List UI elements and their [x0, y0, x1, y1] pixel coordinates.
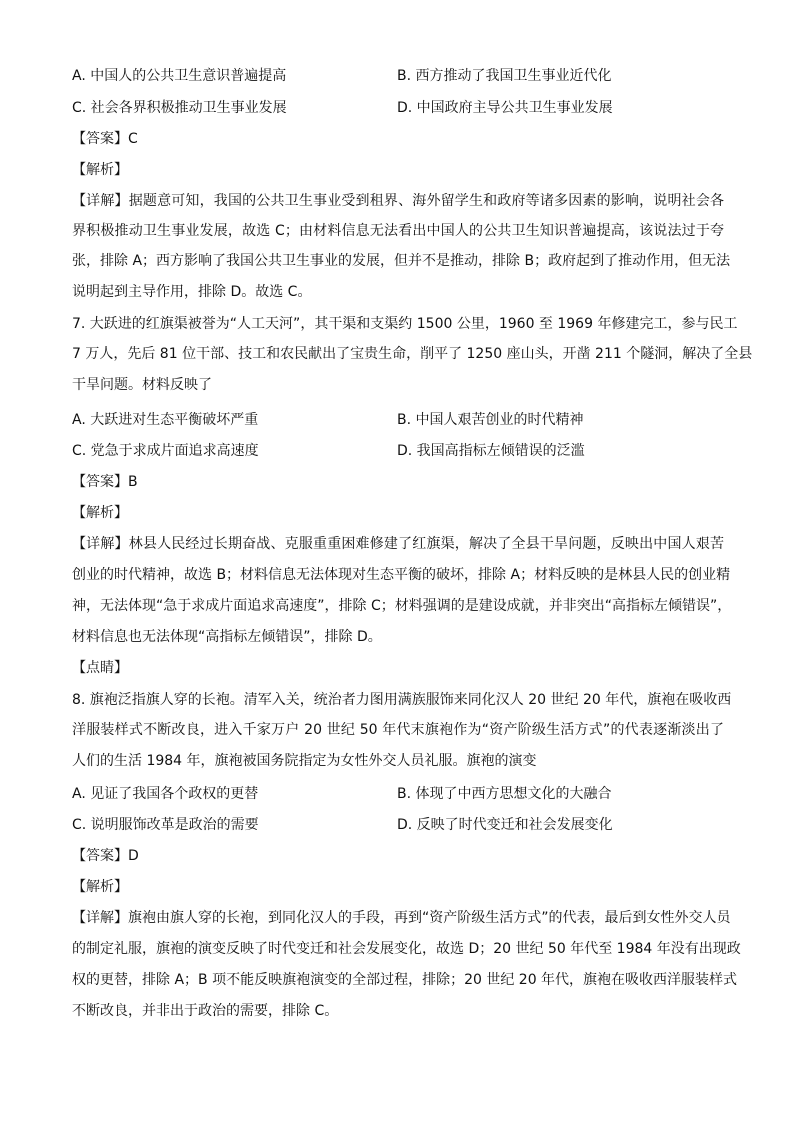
- q8-option-a: A. 见证了我国各个政权的更替: [72, 786, 259, 802]
- q8-detail-line: 权的更替，排除 A；B 项不能反映旗袍演变的全部过程，排除；20 世纪 20 年代，旗袍在吸收西洋服装样式: [72, 972, 738, 988]
- q8-stem-line: 人们的生活 1984 年，旗袍被国务院指定为女性外交人员礼服。旗袍的演变: [72, 753, 537, 769]
- q8-detail-line: 【详解】旗袍由旗人穿的长袍，到同化汉人的手段，再到“资产阶级生活方式”的代表，最后到女性外交人员: [72, 910, 731, 926]
- q8-detail-line: 不断改良，并非出于政治的需要，排除 C。: [72, 1003, 339, 1019]
- q7-answer: 【答案】B: [72, 474, 138, 490]
- q6-option-a: A. 中国人的公共卫生意识普遍提高: [72, 68, 287, 84]
- q7-stem-line: 7 万人，先后 81 位干部、技工和农民献出了宝贵生命，削平了 1250 座山头，开凿 211 个隧洞，解决了全县: [72, 346, 753, 362]
- q8-stem-line: 洋服装样式不断改良，进入千家万户 20 世纪 50 年代末旗袍作为“资产阶级生活方式”的代表逐渐淡出了: [72, 722, 724, 738]
- q6-answer: 【答案】C: [72, 131, 138, 147]
- q7-detail-line: 神，无法体现“急于求成片面追求高速度”，排除 C；材料强调的是建设成就，并非突出“高指标左倾错误”，: [72, 598, 732, 614]
- q7-detail-line: 创业的时代精神，故选 B；材料信息无法体现对生态平衡的破坏，排除 A；材料反映的是林县人民的创业精: [72, 567, 731, 583]
- q8-detail-line: 的制定礼服，旗袍的演变反映了时代变迁和社会发展变化，故选 D；20 世纪 50 年代至 1984 年没有出现政: [72, 941, 741, 957]
- q7-option-b: B. 中国人艰苦创业的时代精神: [397, 412, 584, 428]
- q6-detail-line: 张，排除 A；西方影响了我国公共卫生事业的发展，但并不是推动，排除 B；政府起到了推动作用，但无法: [72, 253, 731, 269]
- q6-detail-line: 界积极推动卫生事业发展，故选 C；由材料信息无法看出中国人的公共卫生知识普遍提高，该说法过于夸: [72, 223, 724, 239]
- q8-stem-line: 8. 旗袍泛指旗人穿的长袍。清军入关，统治者力图用满族服饰来同化汉人 20 世纪 20 年代，旗袍在吸收西: [72, 692, 732, 708]
- q6-analysis-label: 【解析】: [72, 162, 128, 178]
- q6-option-b: B. 西方推动了我国卫生事业近代化: [397, 68, 612, 84]
- q6-option-d: D. 中国政府主导公共卫生事业发展: [397, 100, 613, 116]
- q7-detail-line: 材料信息也无法体现“高指标左倾错误”，排除 D。: [72, 629, 382, 645]
- q7-analysis-label: 【解析】: [72, 505, 128, 521]
- q8-option-b: B. 体现了中西方思想文化的大融合: [397, 786, 612, 802]
- q7-stem-line: 干旱问题。材料反映了: [72, 377, 212, 393]
- q7-detail-line: 【详解】林县人民经过长期奋战、克服重重困难修建了红旗渠，解决了全县干旱问题，反映出中国人艰苦: [72, 536, 724, 552]
- q8-option-c: C. 说明服饰改革是政治的需要: [72, 817, 259, 833]
- q8-answer: 【答案】D: [72, 848, 139, 864]
- q6-detail-line: 【详解】据题意可知，我国的公共卫生事业受到租界、海外留学生和政府等诸多因素的影响，说明社会各: [72, 193, 724, 209]
- q7-option-a: A. 大跃进对生态平衡破坏严重: [72, 412, 259, 428]
- q7-option-d: D. 我国高指标左倾错误的泛滥: [397, 443, 585, 459]
- q6-option-c: C. 社会各界积极推动卫生事业发展: [72, 100, 287, 116]
- q7-option-c: C. 党急于求成片面追求高速度: [72, 443, 259, 459]
- q7-comment-label: 【点睛】: [72, 660, 128, 676]
- q8-option-d: D. 反映了时代变迁和社会发展变化: [397, 817, 613, 833]
- q6-detail-line: 说明起到主导作用，排除 D。故选 C。: [72, 284, 312, 300]
- q7-stem-line: 7. 大跃进的红旗渠被誉为“人工天河”，其干渠和支渠约 1500 公里，1960 至 1969 年修建完工，参与民工: [72, 316, 738, 332]
- q8-analysis-label: 【解析】: [72, 879, 128, 895]
